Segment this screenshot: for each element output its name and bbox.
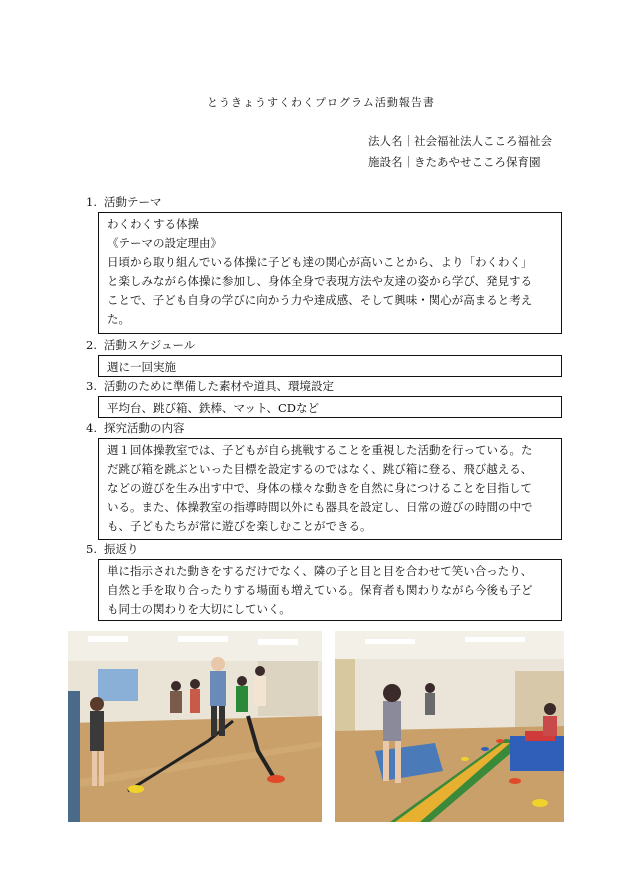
text-line: わくわくする体操 (107, 217, 199, 231)
section-5-box (98, 559, 562, 621)
section-3-box (98, 396, 562, 418)
section-title: 探究活動の内容 (104, 421, 185, 435)
text-line: 単に指示された動きをするだけでなく、隣の子と目と目を合わせて笑い合ったり、 (107, 564, 533, 578)
text-line: などの遊びを生み出す中で、身体の様々な動きを自然に身につけることを目指して (107, 481, 533, 495)
activity-photo-balance-beam (335, 631, 564, 822)
text-line: 平均台、跳び箱、鉄棒、マット、CDなど (107, 401, 320, 415)
section-title: 活動スケジュール (104, 338, 196, 352)
activity-photo-tape-walk (68, 631, 322, 822)
section-number: 3. (86, 379, 97, 393)
section-2-heading (86, 337, 195, 353)
section-2-box (98, 355, 562, 377)
text-line: ことで、子ども自身の学びに向かう力や達成感、そして興味・関心が高まると考え (107, 293, 533, 307)
text-line: 自然と手を取り合ったりする場面も増えている。保育者も関わりながら今後も子ど (107, 583, 533, 597)
section-4-box (98, 438, 562, 540)
section-title: 活動テーマ (104, 195, 162, 209)
corporation-name: 法人名｜社会福祉法人こころ福祉会 (368, 134, 552, 148)
facility-name: 施設名｜きたあやせこころ保育園 (368, 155, 541, 169)
section-title: 振返り (104, 542, 139, 556)
text-line: 《テーマの設定理由》 (107, 236, 222, 250)
text-line: た。 (107, 312, 130, 326)
text-line: 日頃から取り組んでいる体操に子ども達の関心が高いことから、より「わくわく」 (107, 255, 533, 269)
text-line: だ跳び箱を跳ぶといった目標を設定するのではなく、跳び箱に登る、飛び越える、 (107, 462, 533, 476)
text-line: 週に一回実施 (107, 360, 176, 374)
section-title: 活動のために準備した素材や道具、環境設定 (104, 379, 334, 393)
section-number: 4. (86, 421, 97, 435)
section-number: 2. (86, 338, 97, 352)
text-line: も同士の関わりを大切にしていく。 (107, 602, 291, 616)
text-line: いる。また、体操教室の指導時間以外にも器具を設定し、日常の遊びの時間の中で (107, 500, 533, 514)
text-line: と楽しみながら体操に参加し、身体全身で表現方法や友達の姿から学び、発見する (107, 274, 533, 288)
section-1-box (98, 212, 562, 334)
section-5-heading (86, 541, 139, 557)
section-1-heading (86, 194, 162, 210)
section-number: 5. (86, 542, 97, 556)
section-number: 1. (86, 195, 97, 209)
page-title: とうきょうすくわくプログラム活動報告書 (207, 96, 435, 109)
section-3-heading (86, 378, 334, 394)
text-line: 週１回体操教室では、子どもが自ら挑戦することを重視した活動を行っている。た (107, 443, 533, 457)
text-line: も、子どもたちが常に遊びを楽しむことができる。 (107, 519, 372, 533)
section-4-heading (86, 420, 185, 436)
